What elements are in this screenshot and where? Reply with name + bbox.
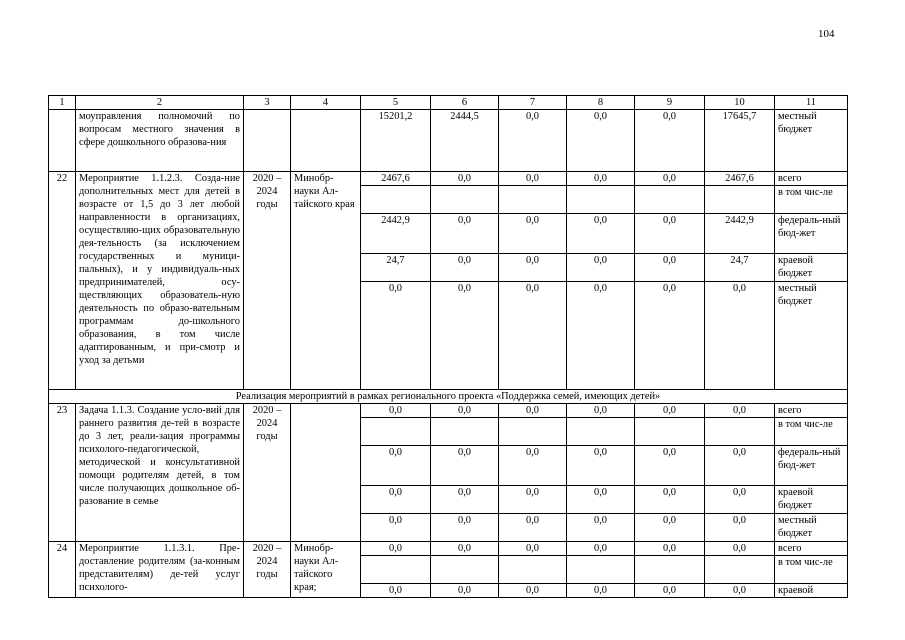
value-cell: 0,0 [567, 446, 635, 486]
value-cell: 0,0 [499, 254, 567, 282]
value-cell: 0,0 [567, 110, 635, 172]
value-cell: 2442,9 [705, 214, 775, 254]
header-cell: 7 [499, 96, 567, 110]
budget-table [48, 95, 848, 598]
years-cell: 2020 – 2024 годы [244, 172, 291, 390]
source-cell: местный бюджет [775, 514, 848, 542]
source-cell: краевой [775, 584, 848, 598]
source-cell: федераль-ный бюд-жет [775, 446, 848, 486]
value-cell: 0,0 [705, 446, 775, 486]
value-cell: 0,0 [499, 584, 567, 598]
value-cell: 0,0 [431, 446, 499, 486]
row-number-cell: 22 [49, 172, 76, 390]
value-cell: 0,0 [361, 584, 431, 598]
value-cell: 0,0 [361, 486, 431, 514]
value-cell [431, 556, 499, 584]
table-row [49, 404, 848, 418]
value-cell: 0,0 [635, 446, 705, 486]
source-cell: местный бюджет [775, 282, 848, 390]
header-cell: 8 [567, 96, 635, 110]
years-cell: 2020 – 2024 годы [244, 404, 291, 542]
value-cell: 0,0 [567, 214, 635, 254]
value-cell [499, 418, 567, 446]
value-cell: 0,0 [431, 172, 499, 186]
value-cell [635, 556, 705, 584]
source-cell: краевой бюджет [775, 486, 848, 514]
value-cell: 0,0 [499, 282, 567, 390]
description-cell: Задача 1.1.3. Создание усло-вий для раннего развития де-тей в возрасте до 3 лет, реали-зация программы психолого-педагогической, методической и консультативной помощи родителям детей, в том числе получающих дошкольное об-разование в семье [76, 404, 244, 542]
value-cell: 0,0 [499, 404, 567, 418]
header-cell: 1 [49, 96, 76, 110]
value-cell: 0,0 [431, 254, 499, 282]
value-cell: 0,0 [499, 110, 567, 172]
value-cell: 17645,7 [705, 110, 775, 172]
value-cell: 0,0 [635, 214, 705, 254]
value-cell [499, 556, 567, 584]
value-cell [567, 556, 635, 584]
executor-cell: Минобр-науки Ал-тайского края; [291, 542, 361, 598]
value-cell: 0,0 [499, 172, 567, 186]
source-cell: в том чис-ле [775, 418, 848, 446]
source-cell: местный бюджет [775, 110, 848, 172]
header-cell: 6 [431, 96, 499, 110]
value-cell: 0,0 [499, 214, 567, 254]
value-cell: 0,0 [705, 514, 775, 542]
table-row [49, 542, 848, 556]
value-cell: 0,0 [635, 486, 705, 514]
row-number-cell: 23 [49, 404, 76, 542]
value-cell: 0,0 [635, 584, 705, 598]
page-number: 104 [818, 28, 835, 40]
header-row [49, 96, 848, 110]
value-cell [635, 418, 705, 446]
value-cell: 0,0 [431, 214, 499, 254]
value-cell [635, 186, 705, 214]
value-cell [705, 186, 775, 214]
value-cell: 0,0 [431, 542, 499, 556]
value-cell: 0,0 [705, 542, 775, 556]
value-cell: 0,0 [705, 282, 775, 390]
source-cell: всего [775, 542, 848, 556]
executor-cell [291, 404, 361, 542]
description-cell: Мероприятие 1.1.2.3. Созда-ние дополнительных мест для детей в возрасте от 1,5 до 3 лет любой направленности в организациях, осуществляю-щих образовательную дея-тельность (за исключением государственных и муници-пальных), и у индивидуаль-ных предпринимателей, осу-ществляющих образователь-ную деятельность по образо-вательным программам до-школьного образования, в том числе адаптированным, и при-смотр и уход за детьми [76, 172, 244, 390]
row-number-cell: 24 [49, 542, 76, 598]
value-cell: 0,0 [431, 282, 499, 390]
value-cell [567, 186, 635, 214]
section-row [49, 390, 848, 404]
value-cell [705, 556, 775, 584]
header-cell: 11 [775, 96, 848, 110]
value-cell: 0,0 [635, 542, 705, 556]
value-cell: 0,0 [635, 172, 705, 186]
years-cell [244, 110, 291, 172]
value-cell: 0,0 [499, 514, 567, 542]
description-cell: моуправления полномочий по вопросам местного значения в сфере дошкольного образова-ния [76, 110, 244, 172]
value-cell: 0,0 [567, 486, 635, 514]
value-cell: 0,0 [567, 282, 635, 390]
header-cell: 2 [76, 96, 244, 110]
value-cell: 0,0 [635, 404, 705, 418]
header-cell: 10 [705, 96, 775, 110]
value-cell: 2467,6 [705, 172, 775, 186]
value-cell: 0,0 [567, 542, 635, 556]
value-cell: 0,0 [499, 486, 567, 514]
table-body [49, 96, 848, 598]
value-cell [567, 418, 635, 446]
value-cell: 0,0 [635, 514, 705, 542]
value-cell [705, 418, 775, 446]
header-cell: 5 [361, 96, 431, 110]
executor-cell [291, 110, 361, 172]
value-cell [431, 418, 499, 446]
table-row [49, 172, 848, 186]
value-cell [499, 186, 567, 214]
executor-cell: Минобр-науки Ал-тайского края [291, 172, 361, 390]
section-title: Реализация мероприятий в рамках регионального проекта «Поддержка семей, имеющих детей» [49, 390, 848, 404]
value-cell: 0,0 [361, 446, 431, 486]
value-cell [361, 186, 431, 214]
value-cell: 0,0 [705, 404, 775, 418]
value-cell: 0,0 [635, 282, 705, 390]
value-cell: 0,0 [361, 282, 431, 390]
value-cell: 0,0 [567, 514, 635, 542]
value-cell: 24,7 [705, 254, 775, 282]
source-cell: всего [775, 404, 848, 418]
value-cell: 0,0 [361, 542, 431, 556]
value-cell [361, 556, 431, 584]
value-cell: 0,0 [431, 584, 499, 598]
years-cell: 2020 – 2024 годы [244, 542, 291, 598]
value-cell: 0,0 [705, 584, 775, 598]
value-cell: 0,0 [499, 446, 567, 486]
value-cell: 2467,6 [361, 172, 431, 186]
value-cell: 2444,5 [431, 110, 499, 172]
source-cell: краевой бюджет [775, 254, 848, 282]
value-cell [431, 186, 499, 214]
value-cell: 0,0 [567, 584, 635, 598]
value-cell: 0,0 [499, 542, 567, 556]
value-cell: 0,0 [361, 404, 431, 418]
value-cell: 15201,2 [361, 110, 431, 172]
value-cell [361, 418, 431, 446]
description-cell: Мероприятие 1.1.3.1. Пре-доставление родителям (за-конным представителям) де-тей услуг психолого- [76, 542, 244, 598]
value-cell: 0,0 [567, 254, 635, 282]
value-cell: 0,0 [431, 404, 499, 418]
value-cell: 0,0 [431, 514, 499, 542]
source-cell: в том чис-ле [775, 556, 848, 584]
value-cell: 24,7 [361, 254, 431, 282]
header-cell: 4 [291, 96, 361, 110]
header-cell: 3 [244, 96, 291, 110]
header-cell: 9 [635, 96, 705, 110]
value-cell: 0,0 [567, 404, 635, 418]
value-cell: 2442,9 [361, 214, 431, 254]
source-cell: федераль-ный бюд-жет [775, 214, 848, 254]
value-cell: 0,0 [635, 254, 705, 282]
value-cell: 0,0 [567, 172, 635, 186]
value-cell: 0,0 [431, 486, 499, 514]
value-cell: 0,0 [705, 486, 775, 514]
source-cell: всего [775, 172, 848, 186]
value-cell: 0,0 [635, 110, 705, 172]
source-cell: в том чис-ле [775, 186, 848, 214]
table-row [49, 110, 848, 172]
value-cell: 0,0 [361, 514, 431, 542]
row-number-cell [49, 110, 76, 172]
